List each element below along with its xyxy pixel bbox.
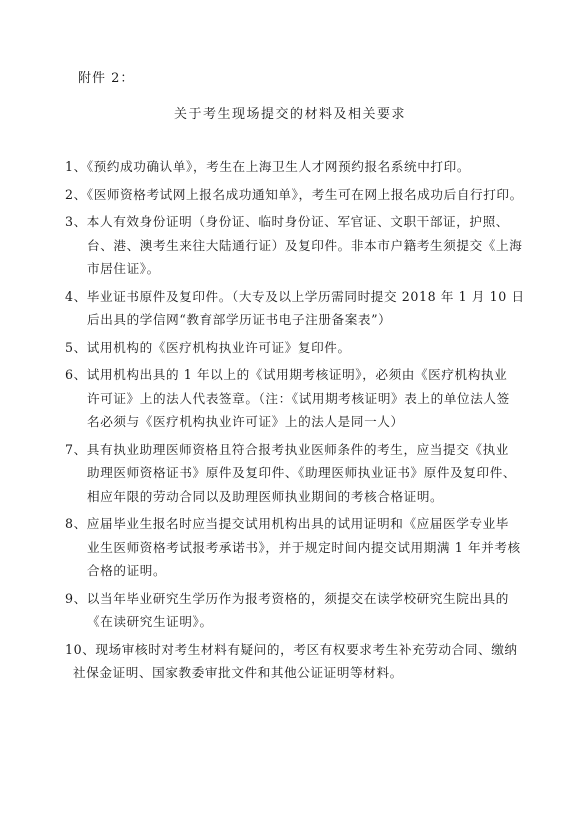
list-item — [65, 285, 535, 332]
attachment-label: 附件 2： — [78, 71, 135, 86]
item-line: 6、试用机构出具的 1 年以上的《试用期考核证明》，必须由《医疗机构执业 — [65, 367, 508, 382]
list-item — [65, 438, 535, 509]
item-line: 8、应届毕业生报名时应当提交试用机构出具的试用证明和《应届医学专业毕 — [65, 516, 510, 531]
item-line: 许可证》上的法人代表签章。（注：《试用期考核证明》表上的单位法人签 — [87, 390, 510, 406]
list-item — [65, 512, 535, 583]
list-item — [65, 336, 535, 360]
item-line: 市居住证》。 — [87, 261, 160, 276]
item-line: 助理医师资格证书》原件及复印件、《助理医师执业证书》原件及复印件、 — [87, 465, 517, 480]
requirements-list — [65, 155, 535, 685]
item-line: 相应年限的劳动合同以及助理医师执业期间的考核合格证明。 — [87, 488, 444, 504]
list-item — [65, 155, 535, 179]
list-item — [65, 210, 535, 281]
item-line: 名必须与《医疗机构执业许可证》上的法人是同一人） — [87, 414, 404, 429]
item-line: 1、《预约成功确认单》，考生在上海卫生人才网预约报名系统中打印。 — [65, 159, 471, 174]
item-line: 《在读研究生证明》。 — [87, 614, 213, 629]
list-item — [65, 638, 535, 685]
item-line: 3、本人有效身份证明（身份证、临时身份证、军官证、文职干部证，护照、 — [65, 214, 510, 229]
item-line: 7、具有执业助理医师资格且符合报考执业医师条件的考生，应当提交《执业 — [65, 441, 510, 457]
item-line: 9、以当年毕业研究生学历作为报考资格的，须提交在读学校研究生院出具的 — [65, 590, 510, 606]
item-line: 合格的证明。 — [87, 563, 167, 578]
list-item — [65, 587, 535, 634]
list-item — [65, 363, 535, 434]
item-line: 2、《医师资格考试网上报名成功通知单》，考生可在网上报名成功后自行打印。 — [65, 186, 523, 202]
document-title: 关于考生现场提交的材料及相关要求 — [173, 107, 406, 122]
item-line: 5、试用机构的《医疗机构执业许可证》复印件。 — [65, 339, 351, 355]
item-line: 社保金证明、国家教委审批文件和其他公证证明等材料。 — [73, 665, 403, 680]
list-item — [65, 183, 535, 207]
item-line: 台、港、澳考生来往大陆通行证）及复印件。非本市户籍考生须提交《上海 — [87, 237, 523, 253]
item-line: 4、毕业证书原件及复印件。（大专及以上学历需同时提交 2018 年 1 月 10 日 — [65, 288, 525, 304]
item-line: 后出具的学信网“教育部学历证书电子注册备案表”） — [87, 312, 392, 327]
item-line: 业生医师资格考试报考承诺书》，并于规定时间内提交试用期满 1 年并考核 — [87, 539, 521, 555]
item-line: 10、现场审核时对考生材料有疑问的，考区有权要求考生补充劳动合同、缴纳 — [65, 641, 518, 657]
